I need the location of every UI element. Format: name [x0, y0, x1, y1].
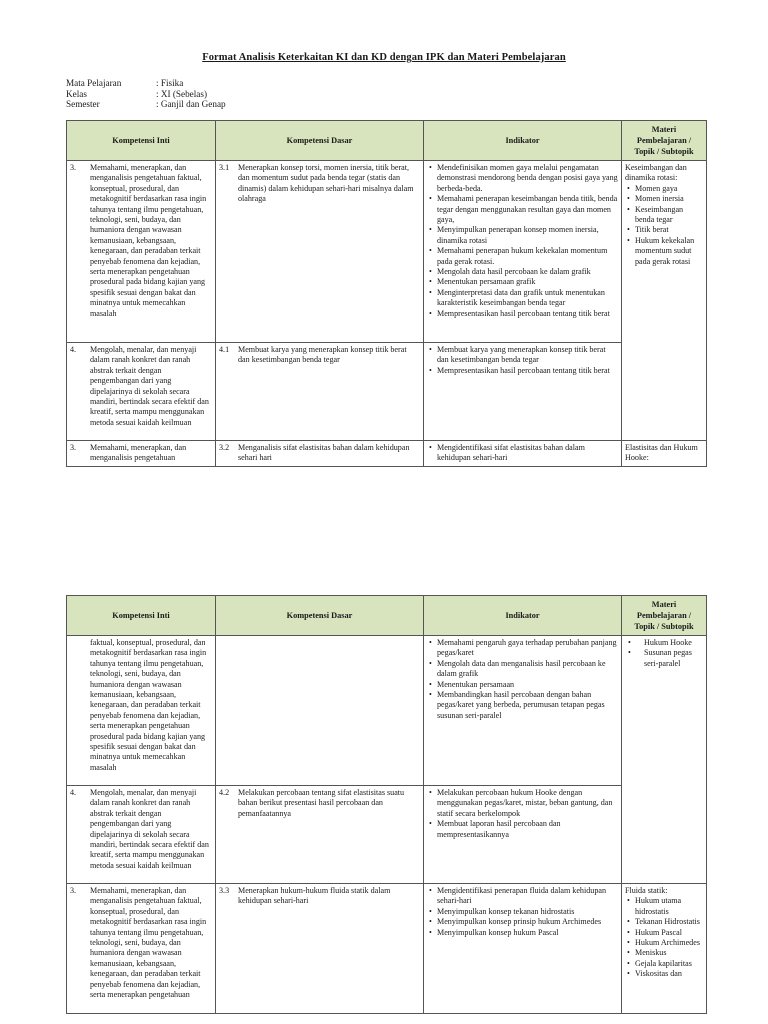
header-materi-line: Pembelajaran / [636, 611, 692, 620]
ki-cell [67, 343, 216, 441]
kd-number: 3.3 [219, 886, 230, 895]
header-materi-line: Pembelajaran / [636, 136, 692, 145]
header-kompetensi-dasar: Kompetensi Dasar [216, 596, 424, 636]
meta-label: Semester [66, 99, 100, 110]
materi-item: • Viskositas dan [635, 969, 703, 979]
table-row [67, 161, 707, 343]
indikator-item: • Membuat laporan hasil percobaan dan mempresentasikannya [437, 819, 618, 840]
analysis-table-1 [66, 120, 707, 467]
indikator-item: • Menyimpulkan penerapan konsep momen inersia, dinamika rotasi [437, 225, 618, 246]
indikator-cell [424, 636, 622, 786]
materi-item: • Tekanan Hidrostatis [635, 917, 703, 927]
materi-item: • Titik berat [635, 225, 703, 235]
materi-item: • Momen inersia [635, 194, 703, 204]
header-materi-line: Topik / Subtopik [634, 147, 694, 156]
materi-item: • Meniskus [635, 948, 703, 958]
kd-cell [216, 343, 424, 441]
ki-number: 4. [70, 345, 77, 354]
ki-number: 4. [70, 788, 77, 797]
ki-text: faktual, konseptual, prosedural, dan metakognitif berdasarkan rasa ingin tahunya tentang ilmu pengetahuan, teknologi, seni, budaya, dan humaniora dengan wawasan kemanusiaan, kebangsaan, kenegaraan, dan peradaban terkait penyebab fenomena dan kejadian, serta menerapkan pengetahuan prosedural pada bidang kajian yang spesifik sesuai dengan bakat dan minatnya untuk memecahkan masalah [90, 638, 207, 772]
meta-value: : Ganjil dan Genap [156, 99, 226, 110]
ki-text: Mengolah, menalar, dan menyaji dalam ranah konkret dan ranah abstrak terkait dengan pengembangan dari yang dipelajarinya di sekolah secara mandiri, bertindak secara efektif dan kreatif, serta mampu menggunakan metoda sesuai kaidah keilmuan [90, 788, 209, 870]
analysis-table-2 [66, 595, 707, 1014]
meta-value: : Fisika [156, 78, 184, 88]
materi-cell [622, 161, 707, 441]
table-row [67, 786, 707, 884]
indikator-item: • Mengidentifikasi penerapan fluida dalam kehidupan sehari-hari [437, 886, 618, 907]
ki-cell [67, 441, 216, 467]
meta-value: : XI (Sebelas) [156, 88, 208, 99]
indikator-cell [424, 884, 622, 1014]
materi-heading: Keseimbangan dan dinamika rotasi: [625, 163, 687, 183]
indikator-item: • Memahami pengaruh gaya terhadap perubahan panjang pegas/karet [437, 638, 618, 659]
materi-item: • Susunan pegas seri-paralel [644, 648, 704, 669]
kd-cell [216, 786, 424, 884]
meta-label: Kelas [66, 88, 87, 99]
indikator-item: • Mengidentifikasi sifat elastisitas bahan dalam kehidupan sehari-hari [437, 443, 618, 464]
document-title: Format Analisis Keterkaitan KI dan KD dengan IPK dan Materi Pembelajaran [202, 52, 566, 63]
header-indikator: Indikator [424, 121, 622, 161]
materi-item: • Keseimbangan benda tegar [635, 205, 703, 226]
kd-number: 3.2 [219, 443, 230, 452]
kd-cell [216, 884, 424, 1014]
materi-item: • Hukum kekekalan momentum sudut pada gerak rotasi [635, 236, 703, 267]
kd-number: 4.2 [219, 788, 230, 797]
indikator-item: • Mendefinisikan momen gaya melalui pengamatan demonstrasi mendorong benda dengan posisi gaya yang berbeda-beda. [437, 163, 618, 194]
indikator-item: • Menyimpulkan konsep hukum Pascal [437, 928, 618, 938]
kd-text: Menerapkan hukum-hukum fluida statik dalam kehidupan sehari-hari [238, 886, 391, 906]
indikator-item: • Memahami penerapan keseimbangan benda titik, benda tegar dengan menggunakan resultan gaya dan momen gaya, [437, 194, 618, 225]
kd-text: Melakukan percobaan tentang sifat elastisitas suatu bahan berikut presentasi hasil percobaan dan pemanfaatannya [238, 788, 405, 818]
indikator-item: • Mengolah data dan menganalisis hasil percobaan ke dalam grafik [437, 659, 618, 680]
meta-label: Mata Pelajaran [66, 78, 122, 88]
indikator-item: • Mengolah data hasil percobaan ke dalam grafik [437, 267, 618, 277]
indikator-item: • Membuat karya yang menerapkan konsep titik berat dan kesetimbangan benda tegar [437, 345, 618, 366]
materi-cell [622, 636, 707, 884]
kd-cell [216, 636, 424, 786]
materi-item: • Momen gaya [635, 184, 703, 194]
table-header-row [67, 596, 707, 636]
header-materi [622, 121, 707, 161]
header-materi-line: Topik / Subtopik [634, 622, 694, 631]
header-kompetensi-inti: Kompetensi Inti [67, 121, 216, 161]
header-materi-line: Materi [651, 600, 677, 609]
indikator-item: • Menentukan persamaan [437, 680, 618, 690]
table-row [67, 884, 707, 1014]
indikator-item: • Melakukan percobaan hukum Hooke dengan menggunakan pegas/karet, mistar, beban gantung, dan statif secara berkelompok [437, 788, 618, 819]
ki-number: 3. [70, 443, 77, 452]
header-kompetensi-inti: Kompetensi Inti [67, 596, 216, 636]
indikator-item: • Menentukan persamaan grafik [437, 277, 618, 287]
kd-cell [216, 441, 424, 467]
materi-item: • Hukum Hooke [644, 638, 704, 648]
kd-number: 3.1 [219, 163, 230, 172]
materi-item: • Hukum utama hidrostatis [635, 896, 703, 917]
ki-cell [67, 161, 216, 343]
ki-number [70, 638, 90, 773]
meta-info [66, 78, 226, 110]
materi-item: • Hukum Pascal [635, 928, 703, 938]
ki-text: Memahami, menerapkan, dan menganalisis pengetahuan faktual, konseptual, prosedural, dan metakognitif berdasarkan rasa ingin tahunya tentang ilmu pengetahuan, teknologi, seni, budaya, dan humaniora dengan wawasan kemanusiaan, kebangsaan, kenegaraan, dan peradaban terkait penyebab fenomena dan kejadian, serta menerapkan pengetahuan [90, 886, 207, 1000]
table-row [67, 441, 707, 467]
kd-text: Menerapkan konsep torsi, momen inersia, titik berat, dan momentum sudut pada benda tegar (statis dan dinamis) dalam kehidupan sehari-hari misalnya dalam olahraga [238, 163, 414, 204]
header-indikator: Indikator [424, 596, 622, 636]
indikator-cell [424, 441, 622, 467]
indikator-item: • Menyimpulkan konsep tekanan hidrostatis [437, 907, 618, 917]
ki-cell [67, 786, 216, 884]
indikator-item: • Menyimpulkan konsep prinsip hukum Archimedes [437, 917, 618, 927]
indikator-cell [424, 786, 622, 884]
kd-text: Menganalisis sifat elastisitas bahan dalam kehidupan sehari hari [238, 443, 410, 463]
ki-number: 3. [70, 886, 77, 895]
ki-text: Memahami, menerapkan, dan menganalisis pengetahuan [90, 443, 187, 463]
indikator-cell [424, 343, 622, 441]
table-row [67, 343, 707, 441]
materi-cell [622, 884, 707, 1014]
table-row [67, 636, 707, 786]
indikator-item: • Mempresentasikan hasil percobaan tentang titik berat [437, 366, 618, 376]
ki-cell [67, 884, 216, 1014]
kd-text: Membuat karya yang menerapkan konsep titik berat dan kesetimbangan benda tegar [238, 345, 407, 365]
meta-row [66, 89, 226, 100]
ki-text: Memahami, menerapkan, dan menganalisis pengetahuan faktual, konseptual, prosedural, dan metakognitif berdasarkan rasa ingin tahunya tentang ilmu pengetahuan, teknologi, seni, budaya, dan humaniora dengan wawasan kemanusiaan, kebangsaan, kenegaraan, dan peradaban terkait penyebab fenomena dan kejadian, serta menerapkan pengetahuan prosedural pada bidang kajian yang spesifik sesuai dengan bakat dan minatnya untuk memecahkan masalah [90, 163, 207, 318]
indikator-item: • Menginterpretasi data dan grafik untuk menentukan karakteristik keseimbangan benda tegar [437, 288, 618, 309]
materi-heading: Fluida statik: [625, 886, 668, 895]
materi-cell [622, 441, 707, 467]
ki-cell [67, 636, 216, 786]
materi-heading: Elastisitas dan Hukum Hooke: [625, 443, 698, 463]
table-header-row [67, 121, 707, 161]
materi-item: • Hukum Archimedes [635, 938, 703, 948]
header-kompetensi-dasar: Kompetensi Dasar [216, 121, 424, 161]
ki-text: Mengolah, menalar, dan menyaji dalam ranah konkret dan ranah abstrak terkait dengan pengembangan dari yang dipelajarinya di sekolah secara mandiri, bertindak secara efektif dan kreatif, serta mampu menggunakan metoda sesuai kaidah keilmuan [90, 345, 209, 427]
indikator-item: • Membandingkan hasil percobaan dengan bahan pegas/karet yang berbeda, perumusan tetapan pegas susunan seri-paralel [437, 690, 618, 721]
ki-number: 3. [70, 163, 77, 172]
indikator-item: • Mempresentasikan hasil percobaan tentang titik berat [437, 309, 618, 319]
meta-row [66, 99, 226, 110]
kd-number: 4.1 [219, 345, 230, 354]
header-materi-line: Materi [651, 125, 677, 134]
materi-item: • Gejala kapilaritas [635, 959, 703, 969]
header-materi [622, 596, 707, 636]
kd-cell [216, 161, 424, 343]
indikator-cell [424, 161, 622, 343]
indikator-item: • Memahami penerapan hukum kekekalan momentum pada gerak rotasi. [437, 246, 618, 267]
meta-row [66, 78, 226, 89]
